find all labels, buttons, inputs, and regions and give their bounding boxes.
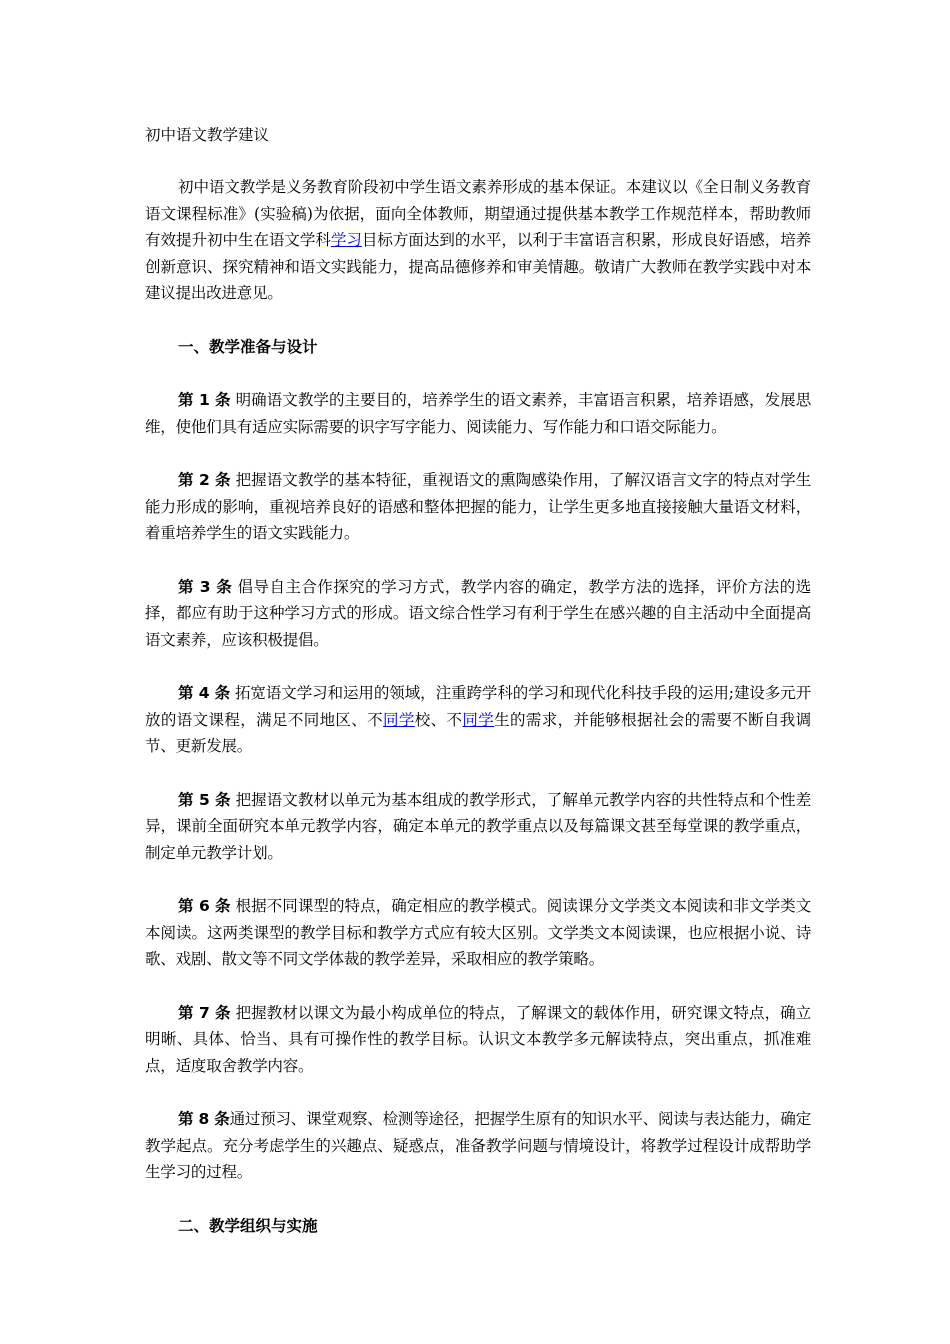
article-number: 第 6 条 bbox=[178, 897, 231, 915]
article-8 bbox=[145, 1106, 811, 1186]
document-title: 初中语文教学建议 bbox=[145, 126, 270, 144]
article-text: 把握语文教材以单元为基本组成的教学形式，了解单元教学内容的共性特点和个性差异，课前全面研究本单元教学内容，确定本单元的教学重点以及每篇课文甚至每堂课的教学重点，制定单元教学计划。 bbox=[145, 790, 812, 862]
spacer bbox=[145, 760, 811, 787]
article-number: 第 2 条 bbox=[178, 471, 231, 489]
article-7 bbox=[145, 1000, 811, 1080]
classmate-link-school[interactable]: 同学 bbox=[383, 710, 415, 729]
article-text: 通过预习、课堂观察、检测等途径，把握学生原有的知识水平、阅读与表达能力，确定教学起点。充分考虑学生的兴趣点、疑惑点，准备教学问题与情境设计，将教学过程设计成帮助学生学习的过程。 bbox=[145, 1110, 812, 1181]
article-4 bbox=[145, 680, 811, 760]
article-number: 第 7 条 bbox=[178, 1003, 231, 1022]
article-text: 生的需求，并能够根据社会的需要不断自我调节、更新发展。 bbox=[145, 710, 811, 755]
intro-paragraph bbox=[145, 174, 811, 307]
article-6 bbox=[145, 893, 811, 973]
article-5 bbox=[145, 787, 811, 867]
spacer bbox=[145, 440, 811, 467]
article-text: 明确语文教学的主要目的，培养学生的语文素养，丰富语言积累，培养语感，发展思维，使他们具有适应实际需要的识字写字能力、阅读能力、写作能力和口语交际能力。 bbox=[145, 391, 812, 436]
spacer bbox=[145, 653, 811, 680]
article-number: 第 8 条 bbox=[178, 1110, 230, 1128]
article-number: 第 4 条 bbox=[178, 684, 231, 702]
spacer bbox=[145, 307, 811, 334]
spacer bbox=[145, 360, 811, 387]
article-number: 第 5 条 bbox=[178, 790, 231, 809]
article-3 bbox=[145, 574, 811, 654]
spacer bbox=[145, 973, 811, 1000]
intro-text-after-link: 目标方面达到的水平，以利于丰富语言积累，形成良好语感，培养创新意识、探究精神和语文实践能力，提高品德修养和审美情趣。敬请广大教师在教学实践中对本建议提出改进意见。 bbox=[145, 231, 812, 302]
article-text: 把握语文教学的基本特征，重视语文的熏陶感染作用，了解汉语言文字的特点对学生能力形成的影响，重视培养良好的语感和整体把握的能力，让学生更多地直接接触大量语文材料，着重培养学生的语文实践能力。 bbox=[145, 471, 812, 542]
article-1 bbox=[145, 387, 811, 440]
spacer bbox=[145, 1079, 811, 1106]
article-text: 把握教材以课文为最小构成单位的特点，了解课文的载体作用，研究课文特点，确立明晰、具体、恰当、具有可操作性的教学目标。认识文本教学多元解读特点，突出重点，抓准难点，适度取舍教学内容。 bbox=[145, 1003, 812, 1075]
article-number: 第 1 条 bbox=[178, 391, 231, 409]
article-text: 倡导自主合作探究的学习方式，教学内容的确定，教学方法的选择，评价方法的选择，都应有助于这种学习方式的形成。语文综合性学习有利于学生在感兴趣的自主活动中全面提高语文素养，应该积极提倡。 bbox=[145, 577, 812, 649]
article-text: 根据不同课型的特点，确定相应的教学模式。阅读课分文学类文本阅读和非文学类文本阅读。这两类课型的教学目标和教学方式应有较大区别。文学类文本阅读课，也应根据小说、诗歌、戏剧、散文等不同文学体裁的教学差异，采取相应的教学策略。 bbox=[145, 897, 812, 968]
spacer bbox=[145, 148, 811, 174]
spacer bbox=[145, 547, 811, 574]
section-heading-1: 一、教学准备与设计 bbox=[178, 336, 318, 356]
section-heading-2: 二、教学组织与实施 bbox=[178, 1215, 318, 1235]
article-number: 第 3 条 bbox=[178, 577, 233, 596]
spacer bbox=[145, 866, 811, 893]
article-text: 校、不 bbox=[414, 710, 463, 729]
article-2 bbox=[145, 467, 811, 547]
intro-text-before-link: 初中语文教学是义务教育阶段初中学生语文素养形成的基本保证。本建议以《全日制义务教育语文课程标准》(实验稿)为依据，面向全体教师，期望通过提供基本教学工作规范样本，帮助教师有效提升初中生在语文学科 bbox=[145, 178, 811, 249]
document-page bbox=[145, 122, 811, 1239]
classmate-link-student[interactable]: 同学 bbox=[462, 710, 495, 729]
study-link[interactable]: 学习 bbox=[330, 231, 362, 249]
spacer bbox=[145, 1186, 811, 1213]
article-text: 拓宽语文学习和运用的领域，注重跨学科的学习和现代化科技手段的运用;建设多元开放的语文课程，满足不同地区、不 bbox=[145, 684, 811, 729]
